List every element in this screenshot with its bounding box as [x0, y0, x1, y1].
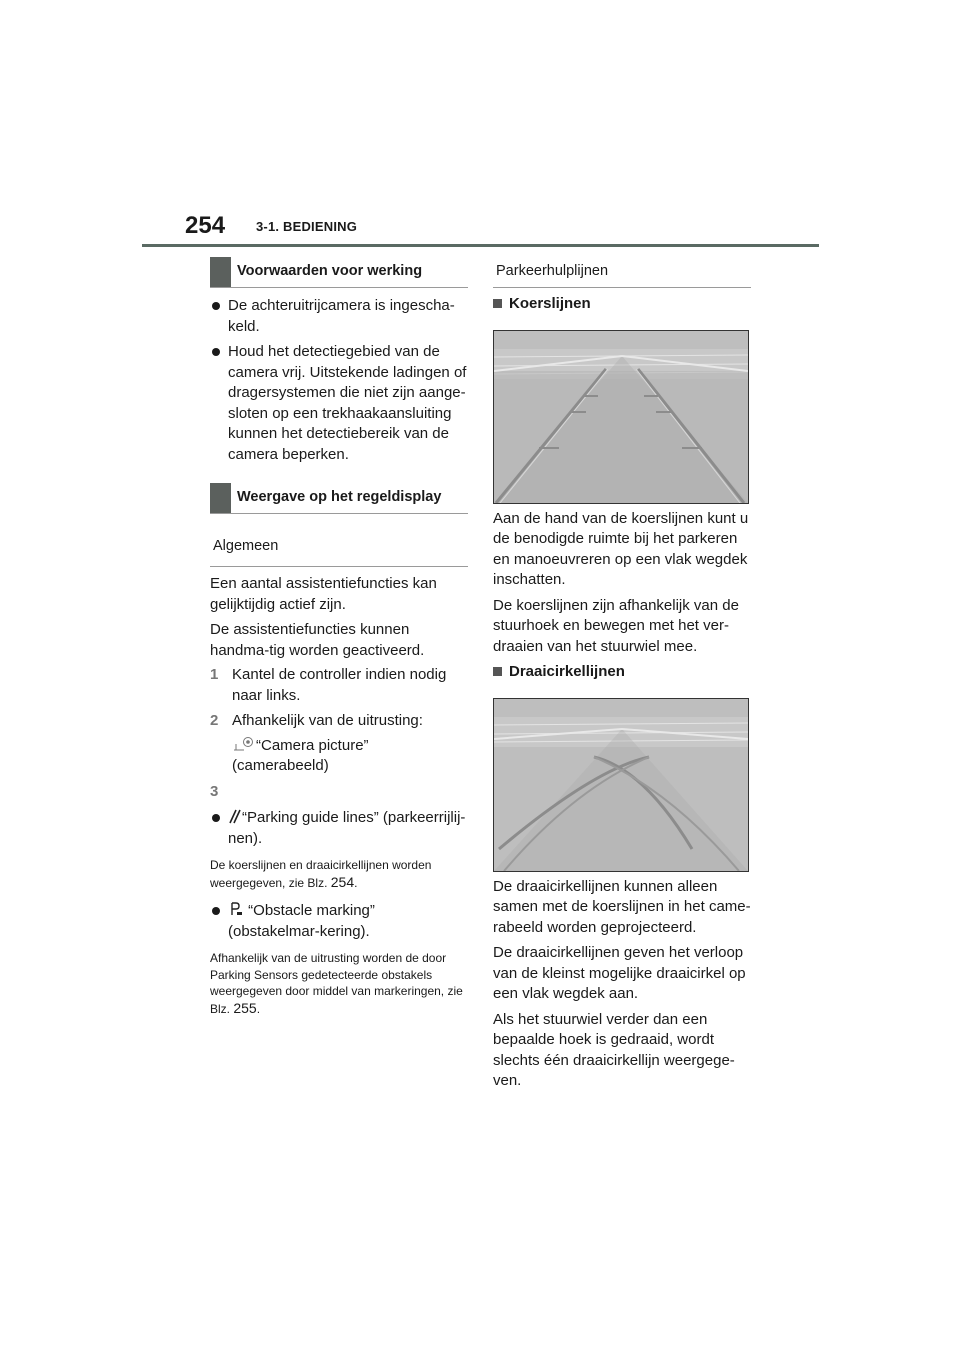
list-item: [210, 342, 468, 465]
option-label: “Obstacle marking” (obstakelmar-kering).: [228, 902, 375, 940]
subsection-header-general: [210, 524, 468, 567]
section-title: Weergave op het regeldisplay: [237, 489, 442, 505]
camera-icon: [232, 736, 256, 752]
step-number: 2: [210, 712, 219, 729]
bullet-icon: [212, 302, 220, 310]
bullet-icon: [212, 348, 220, 356]
note: De koerslijnen en draaicirkellijnen worden weergegeven, zie Blz. 254.: [210, 858, 432, 890]
parking-guide-lines-icon: [228, 808, 242, 824]
section-title: Voorwaarden voor werking: [237, 263, 423, 279]
paragraph: De draaicirkellijnen geven het verloop van de kleinst mogelijke draaicirkel op een vlak wegdek aan.: [493, 944, 746, 1002]
section-header-parking-lines: [493, 257, 751, 288]
square-bullet-icon: [493, 667, 502, 676]
step-number: 3: [210, 782, 219, 800]
header-rule: [142, 244, 819, 247]
note-text: Afhankelijk van de uitrusting worden de door Parking Sensors gedetecteerde obstakels weergegeven door middel van markeringen, zie Blz.: [210, 951, 463, 1016]
paragraph: Aan de hand van de koerslijnen kunt u de benodigde ruimte bij het parkeren en manoeuvreren op een vlak wegdek inschatten.: [493, 509, 749, 588]
step-3: [210, 782, 468, 803]
note: Afhankelijk van de uitrusting worden de door Parking Sensors gedetecteerde obstakels weergegeven door middel van markeringen, zie Blz. 255.: [210, 951, 463, 1016]
step-2: [210, 711, 468, 777]
paragraph: Als het stuurwiel verder dan een bepaalde hoek is gedraaid, wordt slechts één draaicirkellijn weergege-ven.: [493, 1010, 735, 1089]
step-option: [232, 736, 468, 777]
bullet-icon: [212, 814, 220, 822]
paragraph: De koerslijnen zijn afhankelijk van de stuurhoek en bewegen met het ver-draaien van het stuurwiel mee.: [493, 596, 739, 655]
course-lines-camera-image: [493, 330, 749, 504]
step-1: [210, 665, 468, 706]
option-label: “Parking guide lines” (parkeerrijlij-nen).: [228, 809, 466, 847]
section-marker: [210, 483, 231, 513]
turning-circle-camera-image: [493, 698, 749, 872]
section-header-conditions: [210, 257, 468, 288]
bullet-icon: [212, 907, 220, 915]
subsection-heading: Koerslijnen: [493, 294, 751, 315]
step-text: Afhankelijk van de uitrusting:: [232, 712, 423, 729]
subsection-heading: Draaicirkellijnen: [493, 662, 751, 683]
step-text: Kantel de controller indien nodig naar links.: [232, 666, 447, 704]
section-title: Parkeerhulplijnen: [496, 263, 609, 279]
bullet-text: Houd het detectiegebied van de camera vrij. Uitstekende ladingen of dragersystemen die niet zijn aange-sloten op een trekhaakaansluiting kunnen het detectiebereik van de camera beperken.: [228, 343, 467, 463]
list-item: [210, 901, 468, 942]
section-header-display: [210, 483, 468, 514]
bullet-text: De achteruitrijcamera is ingescha-keld.: [228, 297, 455, 335]
paragraph: Een aantal assistentiefuncties kan gelijktijdig actief zijn.: [210, 575, 437, 613]
subsection-title: Algemeen: [213, 538, 279, 554]
page-number: 254: [185, 212, 226, 239]
list-item: [210, 808, 468, 849]
chapter-title: 3-1. BEDIENING: [256, 219, 358, 234]
page-reference[interactable]: 255: [233, 999, 257, 1016]
obstacle-marking-icon: [228, 901, 244, 917]
page-reference[interactable]: 254: [330, 873, 355, 890]
note-text: De koerslijnen en draaicirkellijnen worden weergegeven, zie Blz.: [210, 858, 432, 890]
option-label: “Camera picture” (camerabeeld): [232, 736, 369, 774]
paragraph: De assistentiefuncties kunnen handma-tig worden geactiveerd.: [210, 621, 425, 659]
section-marker: [210, 257, 231, 287]
left-column: [210, 257, 468, 1017]
paragraph: De draaicirkellijnen kunnen alleen samen met de koerslijnen in het came-rabeeld worden geprojecteerd.: [493, 877, 751, 936]
right-column: [493, 257, 751, 1092]
step-number: 1: [210, 666, 219, 683]
square-bullet-icon: [493, 299, 502, 308]
list-item: [210, 296, 468, 337]
